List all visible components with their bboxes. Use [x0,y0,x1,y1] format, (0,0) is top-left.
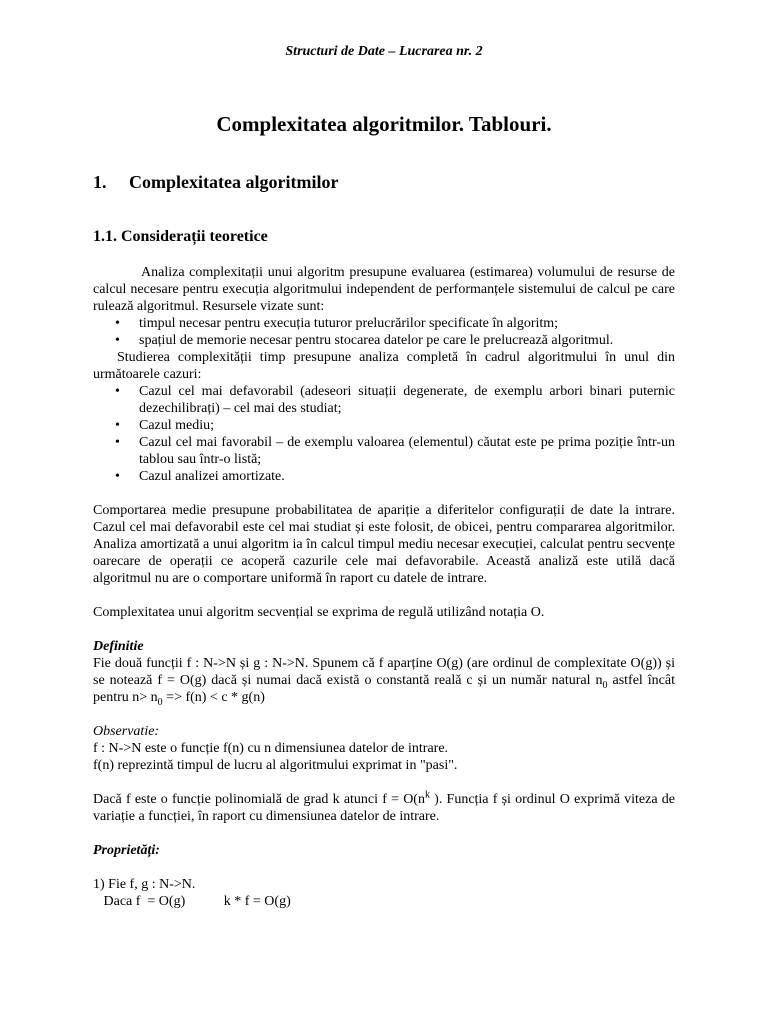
list-item-text: Cazul mediu; [139,418,215,433]
bullet-icon: • [115,384,120,399]
definitie-heading: Definitie [93,639,144,654]
document-title: Complexitatea algoritmilor. Tablouri. [216,112,552,136]
list-item [93,332,675,349]
list-item [93,417,675,434]
list-item-text: Cazul cel mai defavorabil (adeseori situații degenerate, de exemplu arbori binari puternic dezechilibrați) – cel mai des studiat; [139,384,675,416]
bullet-icon: • [115,418,120,433]
section-1-number: 1. [93,172,107,192]
proprietate-1-line-2: Daca f = O(g) k * f = O(g) [93,894,291,909]
paragraph-notatie: Complexitatea unui algoritm secvențial se exprima de regulă utilizând notația O. [93,605,545,620]
running-header: Structuri de Date – Lucrarea nr. 2 [285,44,483,59]
list-item [93,434,675,468]
list-item [93,315,675,332]
proprietati-heading: Proprietăți: [93,843,160,858]
subscript: 0 [602,679,608,691]
polinom-text-b: ). Funcția f și ordinul O exprimă viteza de variație a funcției, în raport cu dimensiunea datelor de intrare. [93,792,675,824]
proprietate-1-line-1: 1) Fie f, g : N->N. [93,877,196,892]
intro-paragraph-2: Studierea complexității timp presupune analiza completă în cadrul algoritmului în unul din următoarele cazuri: [93,350,675,382]
section-1-heading [93,172,338,193]
superscript: k [424,789,430,801]
list-item [93,468,675,485]
observatie-heading: Observatie: [93,724,160,739]
bullet-icon: • [115,333,120,348]
section-1-title: Complexitatea algoritmilor [129,172,339,192]
resources-list [93,315,675,349]
list-item [93,383,675,417]
list-item-text: spațiul de memorie necesar pentru stocarea datelor pe care le prelucrează algoritmul. [139,333,614,348]
observatie-line-2: f(n) reprezintă timpul de lucru al algoritmului exprimat in "pasi". [93,758,458,773]
list-item-text: Cazul analizei amortizate. [139,469,285,484]
definitie-text-a: Fie două funcții f : N->N și g : N->N. Spunem că f aparține O(g) (are ordinul de complexitate O(g)) și se notează f = O(g) dacă și numai dacă există o constantă reală c și un număr natural n [93,656,675,688]
polinom-paragraph [93,791,675,825]
cases-list [93,383,675,485]
observatie-line-1: f : N->N este o funcție f(n) cu n dimensiunea datelor de intrare. [93,741,449,756]
definitie-text-b: astfel încât pentru n> n [93,673,675,705]
polinom-text-a: Dacă f este o funcție polinomială de grad k atunci f = O(n [93,792,425,807]
document-body [93,264,675,910]
bullet-icon: • [115,469,120,484]
list-item-text: timpul necesar pentru execuția tuturor prelucrărilor specificate în algoritm; [139,316,559,331]
section-1-1-heading: 1.1. Considerații teoretice [93,228,268,245]
subscript: 0 [157,696,163,708]
bullet-icon: • [115,316,120,331]
paragraph-comportare: Comportarea medie presupune probabilitatea de apariție a diferitelor configurații de date la intrare. Cazul cel mai defavorabil este cel mai studiat și este folosit, de obicei, pentru compararea algoritmilor. Analiza amortizată a unui algoritm ia în calcul timpul mediu necesar execuției, calculat pentru secvențe oarecare de operații ce acoperă cazurile cele mai defavorabile. Această analiză este utilă dacă algoritmul nu are o comportare uniformă în raport cu datele de intrare. [93,503,675,586]
bullet-icon: • [115,435,120,450]
intro-paragraph-1: Analiza complexitații unui algoritm presupune evaluarea (estimarea) volumului de resurse de calcul necesare pentru execuția algoritmului independent de performanțele sistemului de calcul pe care rulează algoritmul. Resursele vizate sunt: [93,265,675,314]
definitie-text [93,655,675,706]
definitie-text-c: => f(n) < c * g(n) [162,690,265,705]
list-item-text: Cazul cel mai favorabil – de exemplu valoarea (elementul) căutat este pe prima poziție într-un tablou sau într-o listă; [139,435,675,467]
